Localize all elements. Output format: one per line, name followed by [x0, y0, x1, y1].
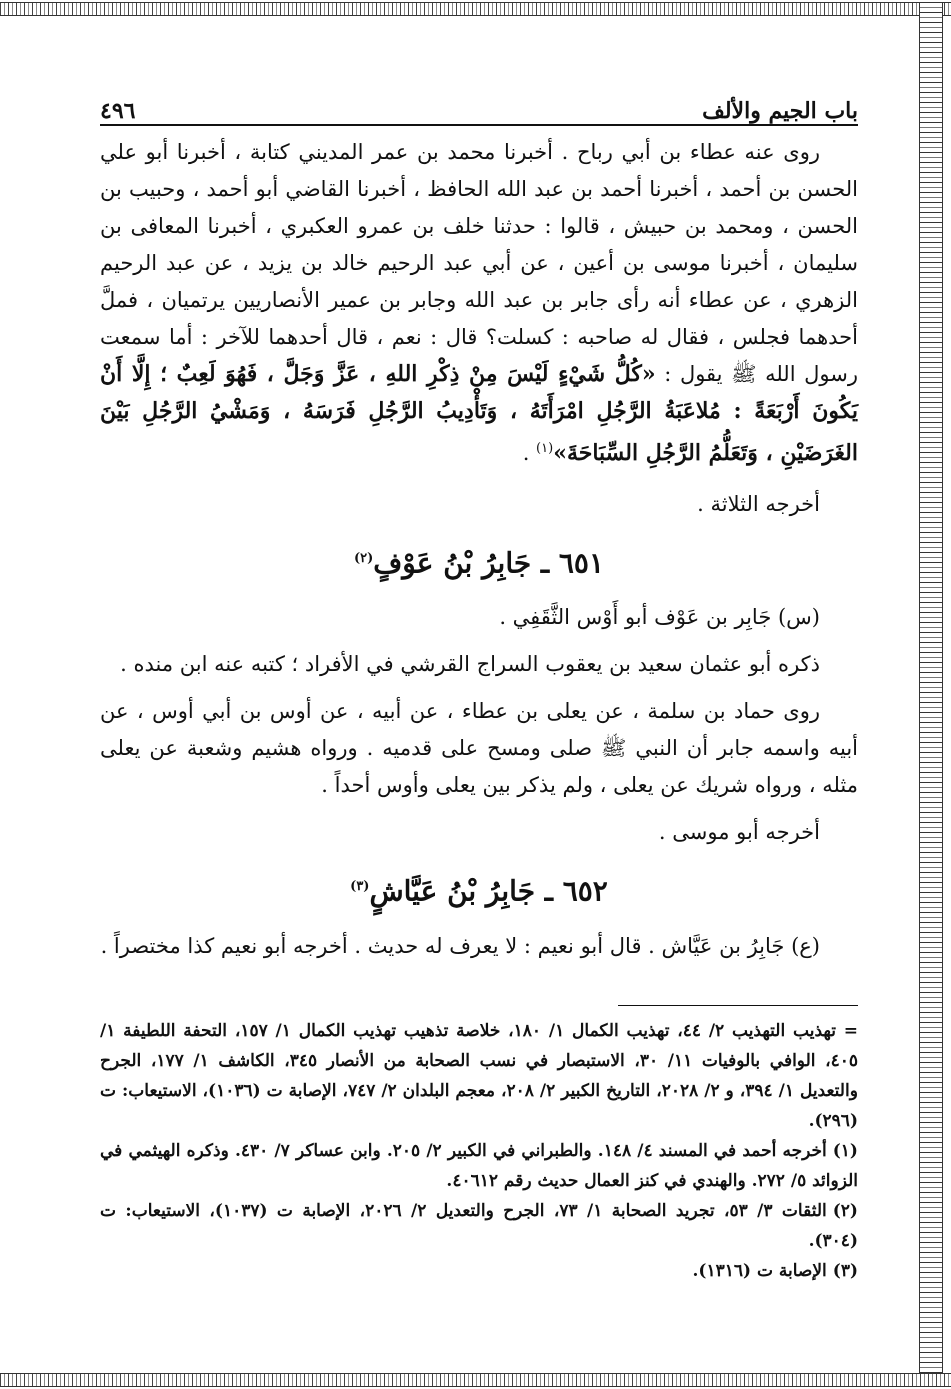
footnote-1-text: أخرجه أحمد في المسند ٤/ ١٤٨. والطبراني في الكبير ٢/ ٢٠٥. وابن عساكر ٧/ ٤٣٠. وذكره الهيثمي في الزوائد ٥/ ٢٧٢. والهندي في كنز العمال حديث رقم ٤٠٦١٢.	[100, 1140, 858, 1191]
entry-650-outro: أخرجه الثلاثة .	[697, 492, 820, 516]
entry-651-intro: (س) جَابِر بن عَوْف أبو أَوْس الثَّقَفِي .	[499, 605, 820, 630]
entry-652-title	[100, 867, 858, 911]
footnote-2-mark: (٢)	[832, 1200, 858, 1221]
entry-652-text: (ع) جَابِرُ بن عَيَّاش . قال أبو نعيم : لا يعرف له حديث . أخرجه أبو نعيم كذا مختصراً .	[100, 933, 820, 958]
footnote-2	[100, 1196, 858, 1256]
entry-651-narration: روى حماد بن سلمة ، عن يعلى بن عطاء ، عن أبيه ، عن أوس بن أبي أوس ، عن أبيه واسمه جابر أن النبي ﷺ صلى ومسح على قدميه . ورواه هشيم وشعبة عن يعلى مثله ، ورواه شريك عن يعلى ، ولم يذكر بين يعلى وأوس أحداً .	[100, 699, 858, 798]
footnotes	[100, 1016, 858, 1286]
running-header	[100, 84, 858, 126]
entry-651-mention: ذكره أبو عثمان سعيد بن يعقوب السراج القرشي في الأفراد ؛ كتبه عنه ابن منده .	[120, 652, 820, 677]
footnote-2-text: الثقات ٣/ ٥٣، تجريد الصحابة ١/ ٧٣، الجرح والتعديل ٢/ ٢٠٢٦، الإصابة ت (١٠٣٧)، الاستيعاب: ت (٣٠٤).	[100, 1200, 858, 1251]
entry-650-narration	[100, 134, 858, 472]
footnote-separator	[618, 1005, 858, 1006]
entry-651-title-text: ٦٥١ ـ جَابِرُ بْنُ عَوْفٍ	[373, 546, 604, 580]
chapter-title: باب الجيم والألف	[702, 98, 858, 124]
footnote-1-mark: (١)	[832, 1140, 858, 1161]
footnote-3-text: الإصابة ت (١٣١٦).	[692, 1260, 827, 1281]
entry-651-title	[100, 539, 858, 583]
footnote-3	[100, 1256, 858, 1286]
decorative-border-bottom	[0, 1373, 951, 1387]
hadith-text: «كُلُّ شَيْءٍ لَيْسَ مِنْ ذِكْرِ اللهِ ، عَزَّ وَجَلَّ ، فَهُوَ لَعِبٌ ؛ إِلَّا أَنْ يَكُونَ أَرْبَعَةً : مُلاعَبَةُ الرَّجُلِ امْرَأَتَهُ ، وَتَأْدِيبُ الرَّجُلِ فَرَسَهُ ، وَمَشْيُ الرَّجُلِ بَيْنَ الغَرَضَيْنِ ، وَتَعَلُّمُ الرَّجُلِ السِّبَاحَةَ»	[100, 361, 858, 466]
footnote-3-mark: (٣)	[832, 1260, 858, 1281]
decorative-border-right	[919, 2, 943, 1387]
page-number: ٤٩٦	[100, 98, 136, 124]
decorative-border-top	[0, 2, 951, 16]
entry-652-title-text: ٦٥٢ ـ جَابِرُ بْنُ عَيَّاشٍ	[369, 874, 608, 908]
footnote-1	[100, 1136, 858, 1196]
entry-651-outro: أخرجه أبو موسى .	[658, 820, 820, 845]
entry-650-isnad: روى عنه عطاء بن أبي رباح . أخبرنا محمد بن عمر المديني كتابة ، أخبرنا أبو علي الحسن بن أحمد ، أخبرنا أحمد بن عبد الله الحافظ ، أخبرنا القاضي أبو أحمد ، وحبيب بن الحسن ، ومحمد بن حبيش ، قالوا : حدثنا خلف بن عمرو العكبري ، أخبرنا المعافى بن سليمان ، أخبرنا موسى بن أعين ، عن أبي عبد الرحيم خالد بن يزيد ، عن عبد الرحيم الزهري ، عن عطاء أنه رأى جابر بن عبد الله وجابر بن عمير الأنصاريين يرتميان ، فملَّ أحدهما فجلس ، فقال له صاحبه : كسلت؟ قال : نعم ، قال أحدهما للآخر : أما سمعت رسول الله ﷺ يقول :	[100, 140, 858, 386]
page-content	[100, 84, 858, 1286]
hadith-end: .	[522, 441, 537, 465]
footnote-continuation: = تهذيب التهذيب ٢/ ٤٤، تهذيب الكمال ١/ ١٨٠، خلاصة تذهيب تهذيب الكمال ١/ ١٥٧، التحفة اللطيفة ١/ ٤٠٥، الوافي بالوفيات ١١/ ٣٠، الاستبصار في نسب الصحابة من الأنصار ٣٤٥، الكاشف ١/ ١٧٧، الجرح والتعديل ١/ ٣٩٤، و ٢/ ٢٠٢٨، التاريخ الكبير ٢/ ٢٠٨، معجم البلدان ٢/ ٧٤٧، الإصابة ت (١٠٣٦)، الاستيعاب: ت (٢٩٦).	[100, 1020, 858, 1131]
footnote-ref-3: (٣)	[350, 879, 370, 895]
footnote-ref-1: (١)	[536, 441, 554, 456]
footnote-ref-2: (٢)	[353, 551, 374, 566]
